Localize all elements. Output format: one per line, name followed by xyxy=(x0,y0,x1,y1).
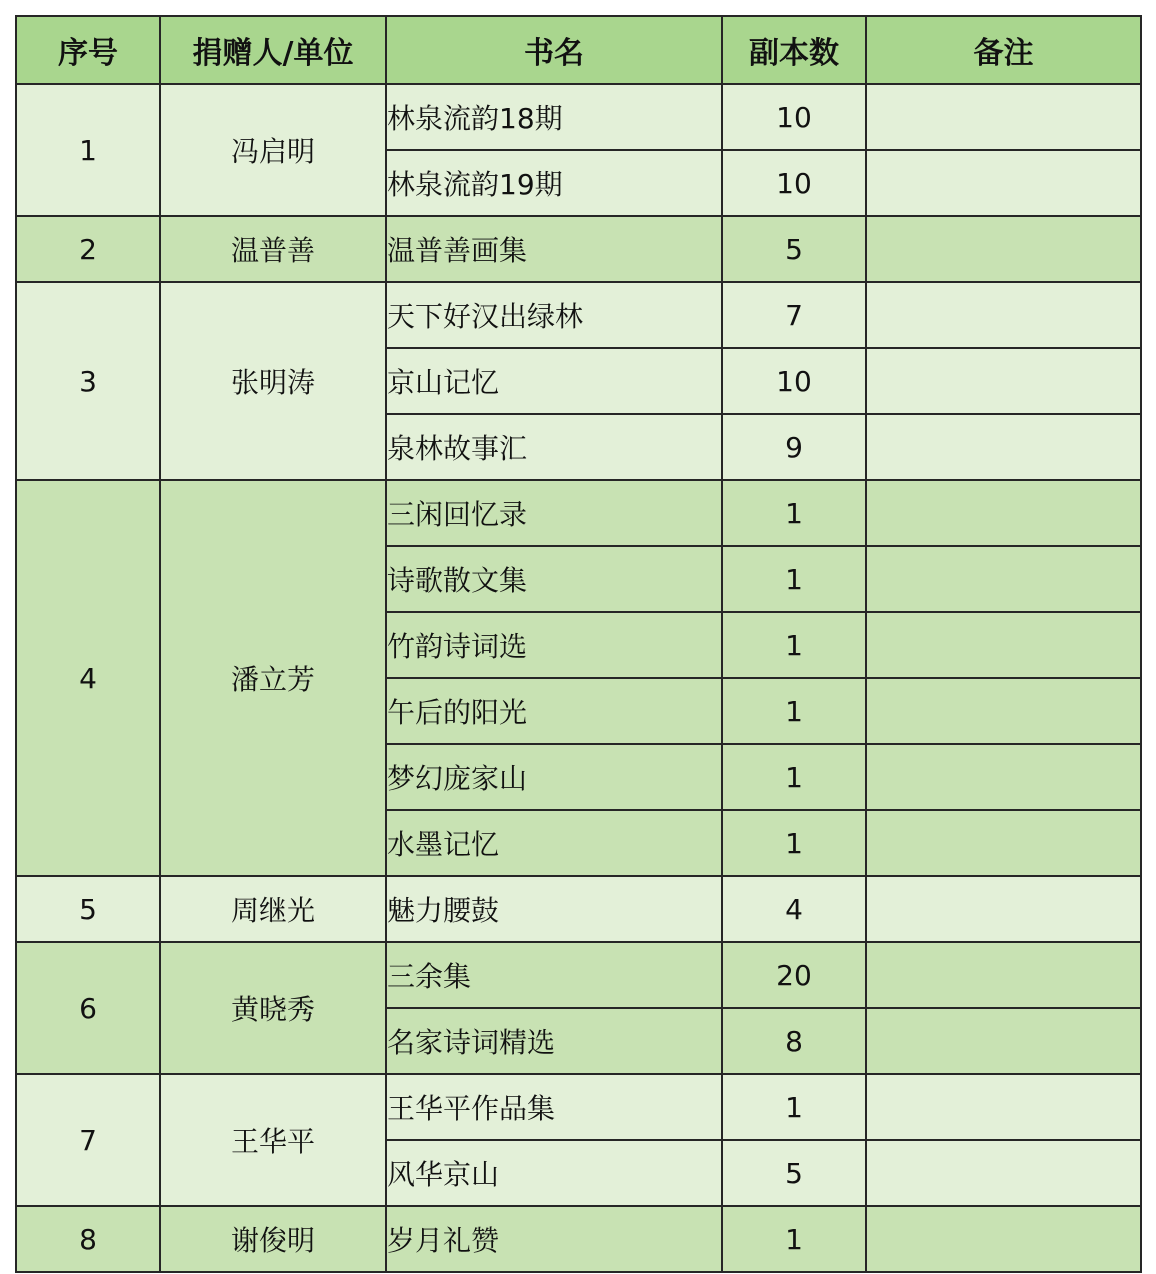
cell-title: 名家诗词精选 xyxy=(386,1008,722,1074)
cell-notes xyxy=(866,546,1141,612)
table-row xyxy=(16,480,1141,546)
cell-title: 泉林故事汇 xyxy=(386,414,722,480)
cell-no: 2 xyxy=(16,216,160,282)
table-row xyxy=(16,84,1141,150)
cell-title: 竹韵诗词选 xyxy=(386,612,722,678)
cell-copies: 20 xyxy=(722,942,866,1008)
cell-no: 7 xyxy=(16,1074,160,1206)
table-row xyxy=(16,942,1141,1008)
book-donation-table xyxy=(15,15,1142,1273)
cell-title: 三闲回忆录 xyxy=(386,480,722,546)
cell-notes xyxy=(866,216,1141,282)
cell-notes xyxy=(866,612,1141,678)
cell-copies: 1 xyxy=(722,678,866,744)
cell-title: 诗歌散文集 xyxy=(386,546,722,612)
header-donor: 捐赠人/单位 xyxy=(160,16,386,84)
cell-copies: 1 xyxy=(722,810,866,876)
cell-copies: 1 xyxy=(722,744,866,810)
table-row xyxy=(16,1074,1141,1140)
cell-donor: 周继光 xyxy=(160,876,386,942)
cell-donor: 冯启明 xyxy=(160,84,386,216)
cell-copies: 9 xyxy=(722,414,866,480)
table-body xyxy=(16,84,1141,1272)
cell-title: 林泉流韵19期 xyxy=(386,150,722,216)
table-header xyxy=(16,16,1141,84)
cell-notes xyxy=(866,810,1141,876)
cell-copies: 5 xyxy=(722,216,866,282)
cell-notes xyxy=(866,1008,1141,1074)
table-row xyxy=(16,1206,1141,1272)
table-row xyxy=(16,282,1141,348)
header-title: 书名 xyxy=(386,16,722,84)
cell-notes xyxy=(866,480,1141,546)
cell-notes xyxy=(866,1206,1141,1272)
cell-copies: 7 xyxy=(722,282,866,348)
table-row xyxy=(16,876,1141,942)
cell-notes xyxy=(866,150,1141,216)
cell-donor: 王华平 xyxy=(160,1074,386,1206)
cell-notes xyxy=(866,84,1141,150)
header-no: 序号 xyxy=(16,16,160,84)
cell-donor: 谢俊明 xyxy=(160,1206,386,1272)
cell-title: 温普善画集 xyxy=(386,216,722,282)
cell-copies: 8 xyxy=(722,1008,866,1074)
cell-notes xyxy=(866,282,1141,348)
cell-notes xyxy=(866,744,1141,810)
cell-no: 8 xyxy=(16,1206,160,1272)
cell-no: 3 xyxy=(16,282,160,480)
cell-copies: 10 xyxy=(722,84,866,150)
cell-no: 5 xyxy=(16,876,160,942)
cell-copies: 5 xyxy=(722,1140,866,1206)
cell-notes xyxy=(866,1140,1141,1206)
table-row xyxy=(16,216,1141,282)
cell-copies: 1 xyxy=(722,1074,866,1140)
cell-title: 京山记忆 xyxy=(386,348,722,414)
header-copies: 副本数 xyxy=(722,16,866,84)
cell-notes xyxy=(866,1074,1141,1140)
cell-notes xyxy=(866,414,1141,480)
cell-title: 林泉流韵18期 xyxy=(386,84,722,150)
cell-no: 4 xyxy=(16,480,160,876)
cell-notes xyxy=(866,876,1141,942)
cell-title: 魅力腰鼓 xyxy=(386,876,722,942)
cell-title: 三余集 xyxy=(386,942,722,1008)
cell-no: 1 xyxy=(16,84,160,216)
cell-donor: 张明涛 xyxy=(160,282,386,480)
header-row xyxy=(16,16,1141,84)
cell-donor: 黄晓秀 xyxy=(160,942,386,1074)
cell-copies: 1 xyxy=(722,612,866,678)
cell-donor: 潘立芳 xyxy=(160,480,386,876)
cell-no: 6 xyxy=(16,942,160,1074)
header-notes: 备注 xyxy=(866,16,1141,84)
cell-copies: 1 xyxy=(722,480,866,546)
cell-notes xyxy=(866,348,1141,414)
cell-title: 岁月礼赞 xyxy=(386,1206,722,1272)
cell-copies: 4 xyxy=(722,876,866,942)
cell-copies: 1 xyxy=(722,1206,866,1272)
cell-title: 午后的阳光 xyxy=(386,678,722,744)
cell-title: 梦幻庞家山 xyxy=(386,744,722,810)
cell-copies: 10 xyxy=(722,150,866,216)
cell-notes xyxy=(866,942,1141,1008)
cell-title: 天下好汉出绿林 xyxy=(386,282,722,348)
cell-title: 水墨记忆 xyxy=(386,810,722,876)
cell-title: 风华京山 xyxy=(386,1140,722,1206)
cell-copies: 1 xyxy=(722,546,866,612)
cell-notes xyxy=(866,678,1141,744)
cell-donor: 温普善 xyxy=(160,216,386,282)
cell-copies: 10 xyxy=(722,348,866,414)
cell-title: 王华平作品集 xyxy=(386,1074,722,1140)
